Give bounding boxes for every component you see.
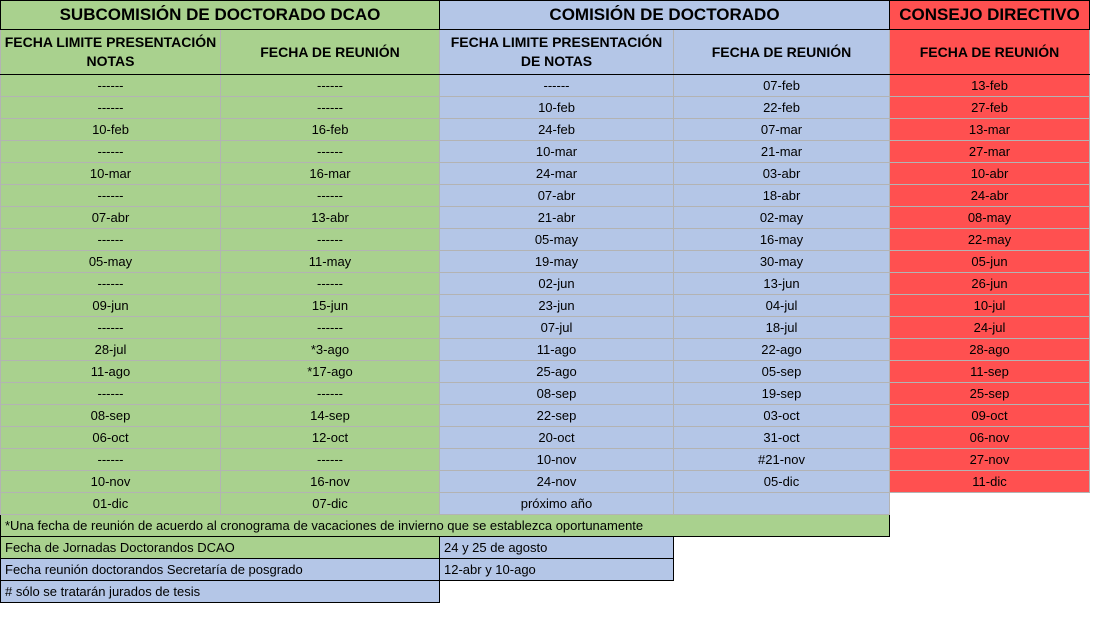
table-cell: 10-feb: [440, 97, 674, 119]
table-cell: ------: [1, 317, 221, 339]
table-cell: 28-jul: [1, 339, 221, 361]
table-cell: 24-jul: [890, 317, 1090, 339]
table-row: [1, 75, 1090, 97]
table-cell: 03-oct: [674, 405, 890, 427]
table-cell: 09-oct: [890, 405, 1090, 427]
table-cell: [674, 493, 890, 515]
table-cell: 22-sep: [440, 405, 674, 427]
table-cell: 05-may: [440, 229, 674, 251]
table-cell: ------: [221, 449, 440, 471]
table-cell: ------: [1, 229, 221, 251]
table-cell: 30-may: [674, 251, 890, 273]
table-cell: 11-may: [221, 251, 440, 273]
table-row: [1, 295, 1090, 317]
table-cell: 01-dic: [1, 493, 221, 515]
table-cell: 10-feb: [1, 119, 221, 141]
con-meeting-header: FECHA DE REUNIÓN: [890, 30, 1090, 75]
table-cell: ------: [221, 141, 440, 163]
table-cell: 06-nov: [890, 427, 1090, 449]
table-cell: ------: [221, 97, 440, 119]
table-cell: 31-oct: [674, 427, 890, 449]
table-cell: 12-oct: [221, 427, 440, 449]
table-cell: 20-oct: [440, 427, 674, 449]
table-cell: 10-nov: [440, 449, 674, 471]
table-row: [1, 207, 1090, 229]
table-row: [1, 229, 1090, 251]
table-row: [1, 273, 1090, 295]
table-cell: 08-sep: [1, 405, 221, 427]
table-cell: 11-ago: [1, 361, 221, 383]
table-cell: 10-jul: [890, 295, 1090, 317]
table-row: [1, 251, 1090, 273]
table-cell: ------: [1, 97, 221, 119]
table-cell: 19-sep: [674, 383, 890, 405]
table-cell: ------: [221, 75, 440, 97]
table-cell: 07-abr: [440, 185, 674, 207]
hash-note: # sólo se tratarán jurados de tesis: [1, 581, 440, 603]
table-cell: 13-jun: [674, 273, 890, 295]
table-cell: ------: [221, 273, 440, 295]
table-cell: ------: [221, 229, 440, 251]
sub-meeting-header: FECHA DE REUNIÓN: [221, 30, 440, 75]
reunion-label: Fecha reunión doctorandos Secretaría de posgrado: [1, 559, 440, 581]
table-cell: 11-sep: [890, 361, 1090, 383]
table-cell: 16-feb: [221, 119, 440, 141]
table-cell: 24-feb: [440, 119, 674, 141]
table-cell: ------: [1, 449, 221, 471]
table-cell: ------: [221, 185, 440, 207]
com-deadline-header: FECHA LIMITE PRESENTACIÓN DE NOTAS: [440, 30, 674, 75]
table-cell: *17-ago: [221, 361, 440, 383]
empty-cell: [890, 493, 1090, 515]
asterisk-note: *Una fecha de reunión de acuerdo al cronograma de vacaciones de invierno que se establezca oportunamente: [1, 515, 890, 537]
table-cell: 18-jul: [674, 317, 890, 339]
table-cell: 07-abr: [1, 207, 221, 229]
table-cell: 06-oct: [1, 427, 221, 449]
table-cell: 22-feb: [674, 97, 890, 119]
table-cell: 27-nov: [890, 449, 1090, 471]
table-cell: ------: [221, 383, 440, 405]
table-cell: 10-mar: [440, 141, 674, 163]
table-cell: ------: [1, 273, 221, 295]
empty-cell: [890, 515, 1090, 537]
table-cell: 24-abr: [890, 185, 1090, 207]
table-cell: 13-feb: [890, 75, 1090, 97]
table-cell: 07-jul: [440, 317, 674, 339]
consejo-title: CONSEJO DIRECTIVO: [890, 1, 1090, 30]
table-row: [1, 449, 1090, 471]
table-cell: 15-jun: [221, 295, 440, 317]
table-cell: 08-may: [890, 207, 1090, 229]
table-cell: 05-sep: [674, 361, 890, 383]
table-cell: ------: [1, 185, 221, 207]
table-cell: 24-mar: [440, 163, 674, 185]
table-cell: 19-may: [440, 251, 674, 273]
table-cell: 07-dic: [221, 493, 440, 515]
table-cell: ------: [1, 75, 221, 97]
table-cell: 28-ago: [890, 339, 1090, 361]
table-cell: 13-abr: [221, 207, 440, 229]
sub-deadline-header: FECHA LIMITE PRESENTACIÓN NOTAS: [1, 30, 221, 75]
subcomision-title: SUBCOMISIÓN DE DOCTORADO DCAO: [1, 1, 440, 30]
table-row: [1, 405, 1090, 427]
table-cell: 27-mar: [890, 141, 1090, 163]
table-cell: 10-nov: [1, 471, 221, 493]
table-row: [1, 471, 1090, 493]
table-cell: 05-may: [1, 251, 221, 273]
table-cell: 14-sep: [221, 405, 440, 427]
empty-cell: [674, 537, 1090, 559]
table-cell: 21-abr: [440, 207, 674, 229]
table-cell: 02-jun: [440, 273, 674, 295]
table-cell: 05-dic: [674, 471, 890, 493]
table-cell: ------: [1, 141, 221, 163]
table-cell: 24-nov: [440, 471, 674, 493]
table-cell: 07-mar: [674, 119, 890, 141]
table-row: [1, 163, 1090, 185]
com-meeting-header: FECHA DE REUNIÓN: [674, 30, 890, 75]
table-cell: 26-jun: [890, 273, 1090, 295]
table-row: [1, 317, 1090, 339]
table-cell: 25-ago: [440, 361, 674, 383]
table-cell: 16-nov: [221, 471, 440, 493]
table-cell: 11-dic: [890, 471, 1090, 493]
table-cell: 22-ago: [674, 339, 890, 361]
table-cell: 27-feb: [890, 97, 1090, 119]
table-cell: 18-abr: [674, 185, 890, 207]
comision-title: COMISIÓN DE DOCTORADO: [440, 1, 890, 30]
table-cell: 16-mar: [221, 163, 440, 185]
table-cell: ------: [1, 383, 221, 405]
table-cell: 13-mar: [890, 119, 1090, 141]
table-cell: 21-mar: [674, 141, 890, 163]
table-cell: *3-ago: [221, 339, 440, 361]
table-row: [1, 427, 1090, 449]
table-cell: 10-abr: [890, 163, 1090, 185]
table-row: [1, 361, 1090, 383]
table-cell: 23-jun: [440, 295, 674, 317]
table-cell: 07-feb: [674, 75, 890, 97]
reunion-value: 12-abr y 10-ago: [440, 559, 674, 581]
table-row: [1, 383, 1090, 405]
table-row: [1, 339, 1090, 361]
table-cell: ------: [440, 75, 674, 97]
table-cell: próximo año: [440, 493, 674, 515]
table-cell: 02-may: [674, 207, 890, 229]
table-cell: 11-ago: [440, 339, 674, 361]
table-cell: ------: [221, 317, 440, 339]
jornadas-value: 24 y 25 de agosto: [440, 537, 674, 559]
table-row: [1, 119, 1090, 141]
table-cell: 03-abr: [674, 163, 890, 185]
table-cell: 04-jul: [674, 295, 890, 317]
table-cell: 16-may: [674, 229, 890, 251]
empty-cell: [674, 559, 1090, 581]
jornadas-label: Fecha de Jornadas Doctorandos DCAO: [1, 537, 440, 559]
table-cell: 05-jun: [890, 251, 1090, 273]
table-cell: #21-nov: [674, 449, 890, 471]
table-cell: 08-sep: [440, 383, 674, 405]
table-row: [1, 141, 1090, 163]
table-row: [1, 97, 1090, 119]
table-cell: 10-mar: [1, 163, 221, 185]
table-row: [1, 185, 1090, 207]
empty-cell: [440, 581, 1090, 603]
table-cell: 09-jun: [1, 295, 221, 317]
table-cell: 22-may: [890, 229, 1090, 251]
table-cell: 25-sep: [890, 383, 1090, 405]
